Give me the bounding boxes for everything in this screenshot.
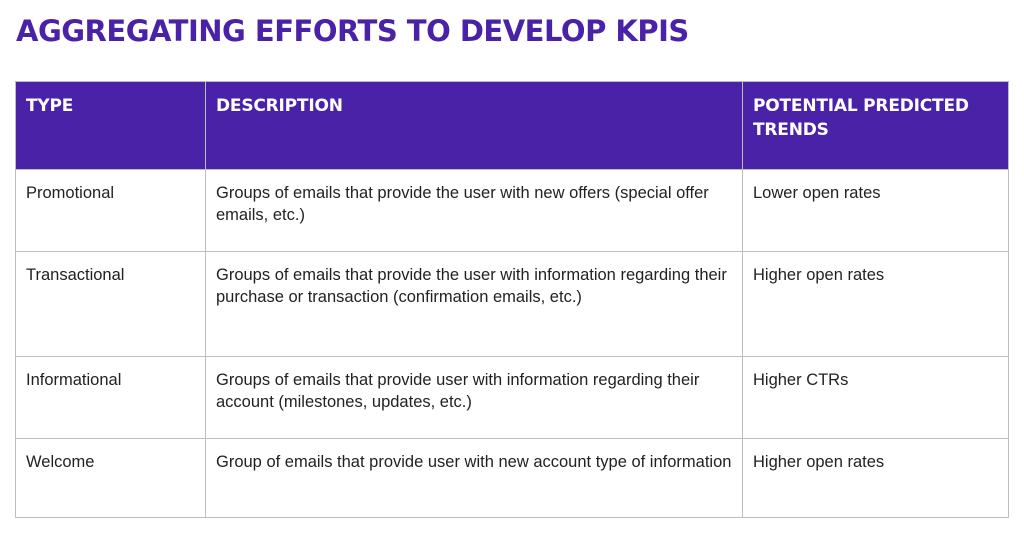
- cell-type: Welcome: [16, 439, 206, 518]
- kpi-table: [15, 81, 1009, 518]
- cell-type: Informational: [16, 357, 206, 439]
- header-potential-predicted-trends: POTENTIAL PREDICTED TRENDS: [743, 82, 1009, 170]
- cell-trend: Higher CTRs: [743, 357, 1009, 439]
- header-description: DESCRIPTION: [206, 82, 743, 170]
- cell-type: Promotional: [16, 170, 206, 252]
- table-row: [16, 252, 1009, 357]
- header-type: TYPE: [16, 82, 206, 170]
- cell-description: Group of emails that provide user with new account type of information: [206, 439, 743, 518]
- cell-trend: Higher open rates: [743, 252, 1009, 357]
- page-title: AGGREGATING EFFORTS TO DEVELOP KPIS: [16, 14, 689, 48]
- cell-description: Groups of emails that provide user with information regarding their account (milestones, updates, etc.): [206, 357, 743, 439]
- cell-type: Transactional: [16, 252, 206, 357]
- cell-description: Groups of emails that provide the user with information regarding their purchase or transaction (confirmation emails, etc.): [206, 252, 743, 357]
- table-row: [16, 357, 1009, 439]
- cell-trend: Higher open rates: [743, 439, 1009, 518]
- table-row: [16, 170, 1009, 252]
- table-row: [16, 439, 1009, 518]
- cell-description: Groups of emails that provide the user with new offers (special offer emails, etc.): [206, 170, 743, 252]
- cell-trend: Lower open rates: [743, 170, 1009, 252]
- table-header-row: [16, 82, 1009, 170]
